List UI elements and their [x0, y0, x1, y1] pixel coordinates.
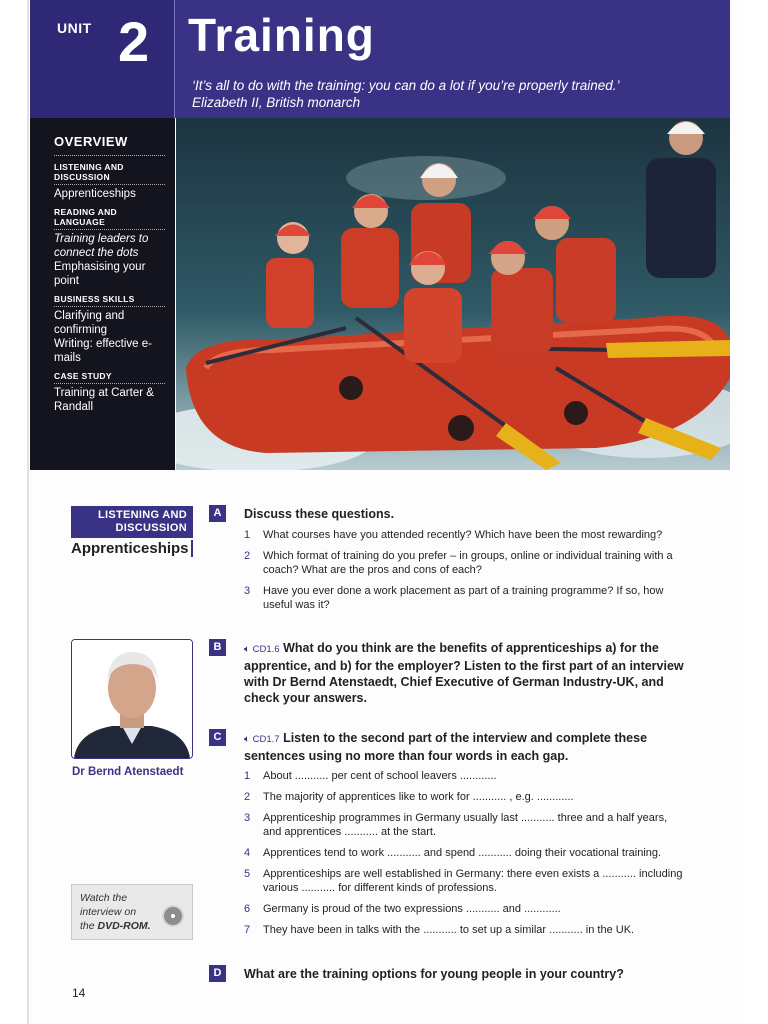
- dvd-note-line3-bold: DVD-ROM.: [97, 920, 151, 932]
- overview-section-heading: READING AND LANGUAGE: [54, 207, 165, 230]
- overview-title: OVERVIEW: [54, 134, 165, 156]
- item-number: 3: [244, 585, 251, 597]
- exercise-d-label: D: [209, 965, 226, 982]
- item-text: Which format of training do you prefer – in groups, online or individual training with a coach? What are the pros and cons of each?: [263, 550, 673, 576]
- section-label-heading: LISTENING AND DISCUSSION: [71, 506, 193, 538]
- unit-label: UNIT: [57, 20, 92, 36]
- quote-author: Elizabeth II, British monarch: [192, 95, 361, 110]
- exercise-a-list: [244, 528, 684, 619]
- list-item: [244, 902, 684, 916]
- item-text: Have you ever done a work placement as part of a training programme? If so, how useful was it?: [263, 585, 664, 611]
- page-number: 14: [72, 986, 86, 1000]
- item-number: 3: [244, 812, 251, 824]
- exercise-b-text: What do you think are the benefits of apprenticeships a) for the apprentice, and b) for the employer? Listen to the first part of an interview with Dr Bernd Atenstaedt, Chief Executive of German Industry-UK, and check your answers.: [244, 641, 684, 705]
- dvd-note-line3-prefix: the: [80, 920, 98, 932]
- item-number: 4: [244, 847, 251, 859]
- unit-number-box: [30, 0, 175, 118]
- item-number: 1: [244, 770, 251, 782]
- exercise-c-heading: [244, 730, 694, 764]
- item-text: About ........... per cent of school leavers ............: [263, 770, 497, 782]
- overview-item: Training at Carter & Randall: [54, 387, 154, 413]
- overview-sidebar: [30, 118, 175, 470]
- dvd-disc-icon: [162, 905, 184, 927]
- list-item: [244, 584, 684, 612]
- exercise-c-label: C: [209, 729, 226, 746]
- exercise-a-heading: Discuss these questions.: [244, 507, 395, 521]
- portrait-photo: [71, 639, 193, 759]
- item-text: Apprenticeships are well established in Germany: there even exists a ........... including various ........... for different kinds of professions.: [263, 868, 683, 894]
- exercise-b-heading: [244, 640, 694, 706]
- exercise-d-heading: What are the training options for young people in your country?: [244, 967, 624, 981]
- unit-header: [30, 0, 730, 118]
- unit-number: 2: [118, 10, 150, 73]
- list-item: [244, 811, 684, 839]
- item-text: What courses have you attended recently? Which have been the most rewarding?: [263, 529, 663, 541]
- overview-section-heading: CASE STUDY: [54, 371, 165, 384]
- item-number: 2: [244, 550, 251, 562]
- audio-track[interactable]: [244, 734, 280, 745]
- exercise-c-text: Listen to the second part of the interview and complete these sentences using no more than four words in each gap.: [244, 731, 648, 763]
- list-item: [244, 769, 684, 783]
- overview-item: Training leaders to connect the dots: [54, 233, 149, 259]
- exercise-a-label: A: [209, 505, 226, 522]
- overview-item: Writing: effective e-mails: [54, 338, 153, 364]
- audio-track-code: CD1.6: [252, 644, 280, 655]
- dvd-note-line2: interview on: [80, 906, 137, 918]
- audio-track[interactable]: [244, 644, 280, 655]
- item-text: The majority of apprentices like to work for ........... , e.g. ............: [263, 791, 574, 803]
- portrait-illustration: [72, 640, 192, 758]
- item-number: 6: [244, 903, 251, 915]
- overview-item: Apprenticeships: [54, 188, 136, 200]
- list-item: [244, 867, 684, 895]
- dvd-note: [71, 884, 193, 940]
- rafting-illustration: [176, 118, 730, 470]
- rafting-photo: [176, 118, 730, 470]
- overview-item: Clarifying and confirming: [54, 310, 125, 336]
- item-text: They have been in talks with the ........... to set up a similar ........... in the UK.: [263, 924, 635, 936]
- list-item: [244, 549, 684, 577]
- item-number: 5: [244, 868, 251, 880]
- overview-section-heading: BUSINESS SKILLS: [54, 294, 165, 307]
- item-number: 7: [244, 924, 251, 936]
- overview-section-heading: LISTENING AND DISCUSSION: [54, 162, 165, 185]
- item-text: Apprenticeship programmes in Germany usually last ........... three and a half years, and apprentices ........... at the start.: [263, 812, 668, 838]
- dvd-note-line1: Watch the: [80, 892, 128, 904]
- portrait-caption: Dr Bernd Atenstaedt: [72, 766, 184, 778]
- unit-quote: [192, 77, 712, 111]
- section-label-subtitle: Apprenticeships: [71, 540, 193, 557]
- item-number: 2: [244, 791, 251, 803]
- unit-title: Training: [188, 9, 375, 61]
- item-text: Germany is proud of the two expressions ........... and ............: [263, 903, 561, 915]
- list-item: [244, 846, 684, 860]
- speaker-icon: 🔈︎: [244, 734, 250, 745]
- quote-text: ‘It’s all to do with the training: you can do a lot if you’re properly trained.’: [192, 78, 620, 93]
- item-number: 1: [244, 529, 251, 541]
- list-item: [244, 528, 684, 542]
- speaker-icon: 🔈︎: [244, 644, 250, 655]
- section-label-box: [71, 506, 193, 557]
- list-item: [244, 790, 684, 804]
- item-text: Apprentices tend to work ........... and spend ........... doing their vocational training.: [263, 847, 662, 859]
- overview-item: Emphasising your point: [54, 261, 146, 287]
- list-item: [244, 923, 684, 937]
- exercise-b-label: B: [209, 639, 226, 656]
- audio-track-code: CD1.7: [252, 734, 280, 745]
- exercise-c-list: [244, 769, 684, 944]
